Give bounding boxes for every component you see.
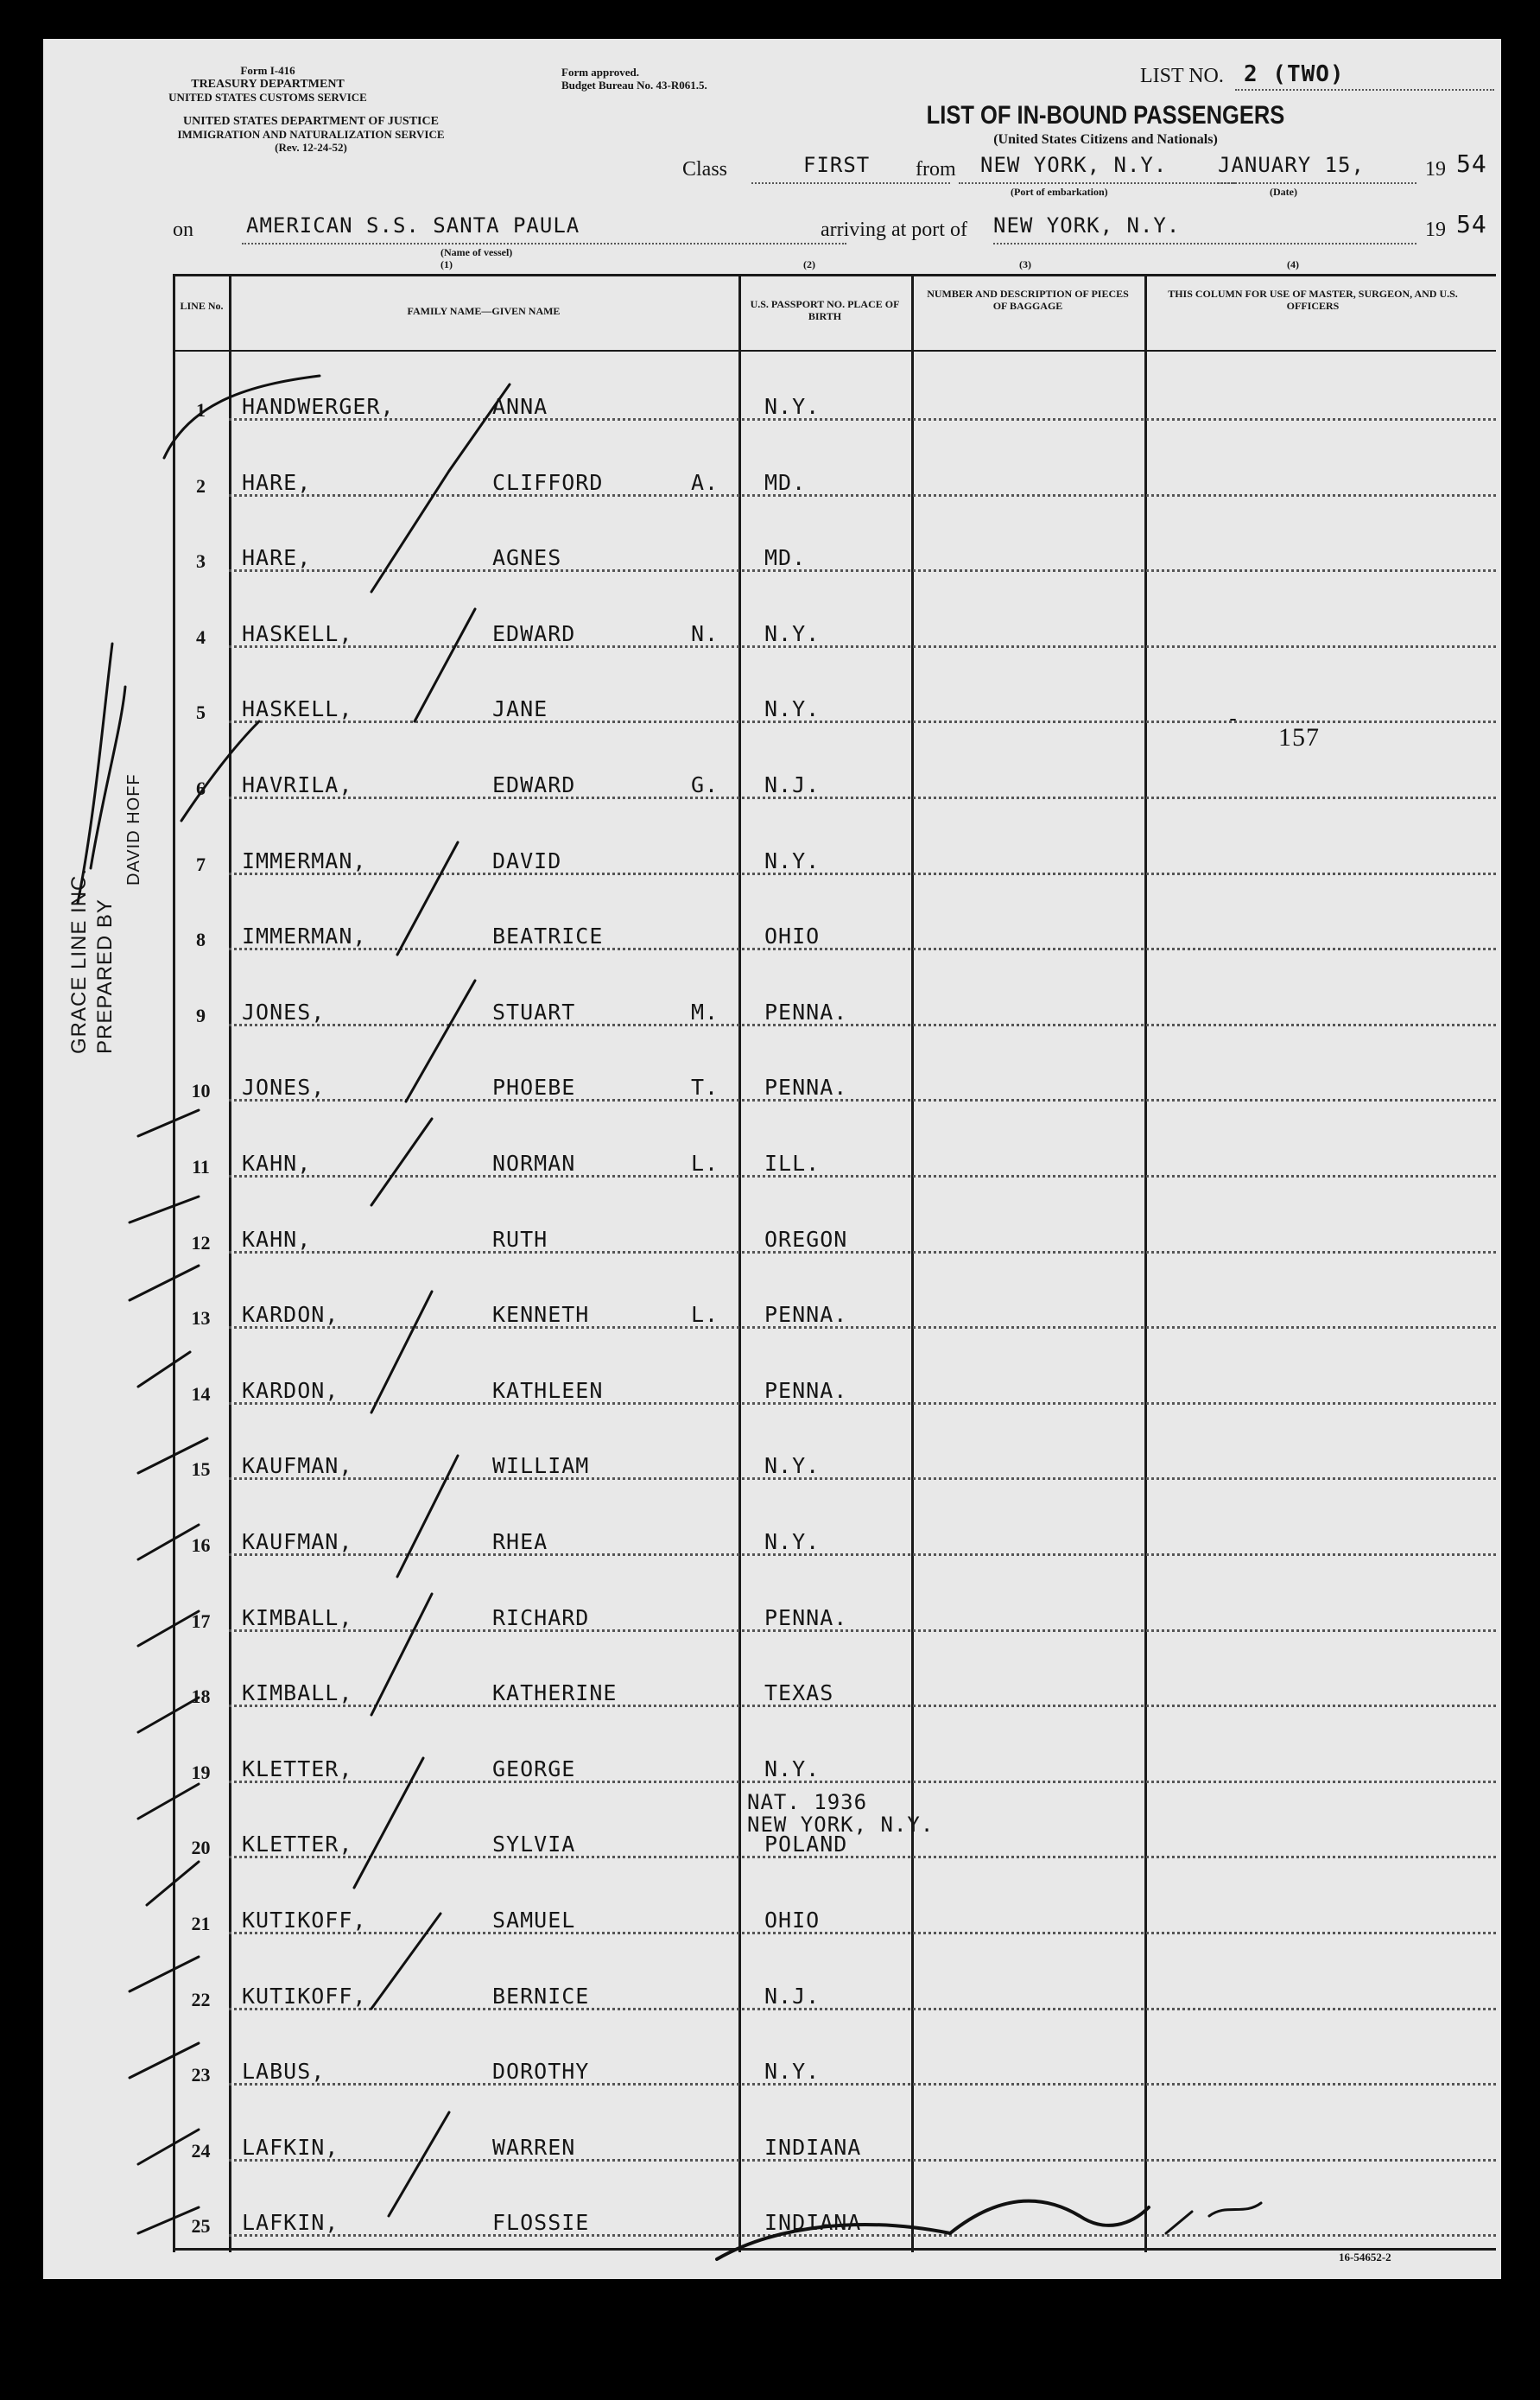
line-number: 7 <box>196 853 206 875</box>
place-of-birth: PENNA. <box>764 1302 848 1328</box>
line-number: 13 <box>191 1307 211 1330</box>
page-title: LIST OF IN-BOUND PASSENGERS <box>926 101 1285 130</box>
place-of-birth: N.Y. <box>764 848 821 873</box>
middle-initial: L. <box>691 1302 719 1328</box>
place-of-birth: ILL. <box>764 1151 821 1176</box>
family-name: IMMERMAN, <box>242 924 367 949</box>
line-number: 22 <box>191 1988 211 2010</box>
family-name: LAFKIN, <box>242 2134 339 2160</box>
line-number: 15 <box>191 1458 211 1481</box>
col-head-name: FAMILY NAME—GIVEN NAME <box>407 305 561 317</box>
line-number: 8 <box>196 929 206 951</box>
line-number: 12 <box>191 1231 211 1254</box>
naturalization-note: NAT. 1936 <box>747 1790 868 1815</box>
justice-dept: UNITED STATES DEPARTMENT OF JUSTICE <box>183 115 439 128</box>
line-number: 19 <box>191 1761 211 1783</box>
date-caption: (Date) <box>1270 186 1297 198</box>
side-stamp-line2: PREPARED BY <box>93 898 117 1054</box>
annotation-number: 157 <box>1278 723 1320 752</box>
list-no-value: 2 (TWO) <box>1244 61 1345 87</box>
col-head-line: LINE No. <box>180 300 224 312</box>
middle-initial: G. <box>691 772 719 797</box>
family-name: KAHN, <box>242 1226 312 1252</box>
line-number: 24 <box>191 2139 211 2162</box>
from-value: NEW YORK, N.Y. <box>980 153 1168 177</box>
place-of-birth: TEXAS <box>764 1680 834 1706</box>
line-number: 6 <box>196 778 206 799</box>
family-name: KAUFMAN, <box>242 1529 353 1554</box>
given-name: BEATRICE <box>492 924 604 949</box>
given-name: DOROTHY <box>492 2059 590 2085</box>
given-name: FLOSSIE <box>492 2210 590 2236</box>
form-number: Form I-416 <box>240 64 295 77</box>
line-number: 9 <box>196 1004 206 1026</box>
family-name: LABUS, <box>242 2059 326 2085</box>
place-of-birth: PENNA. <box>764 999 848 1025</box>
family-name: JONES, <box>242 1075 326 1101</box>
year2-value: 54 <box>1456 210 1487 238</box>
place-of-birth: OREGON <box>764 1226 848 1252</box>
place-of-birth: N.Y. <box>764 696 821 722</box>
line-number: 21 <box>191 1913 211 1934</box>
given-name: STUART <box>492 999 576 1025</box>
family-name: KLETTER, <box>242 1832 353 1857</box>
place-of-birth: N.J. <box>764 772 821 797</box>
family-name: KLETTER, <box>242 1756 353 1781</box>
family-name: HAVRILA, <box>242 772 353 797</box>
family-name: LAFKIN, <box>242 2210 339 2236</box>
family-name: KAUFMAN, <box>242 1453 353 1479</box>
given-name: EDWARD <box>492 772 576 797</box>
class-value: FIRST <box>803 153 871 177</box>
form-approved: Form approved. <box>561 66 640 79</box>
family-name: HASKELL, <box>242 620 353 646</box>
family-name: KUTIKOFF, <box>242 1908 367 1933</box>
rev-date: (Rev. 12-24-52) <box>275 141 347 155</box>
side-stamp-line1: GRACE LINE INC. <box>67 867 91 1054</box>
line-number: 1 <box>196 399 206 421</box>
line-number: 18 <box>191 1686 211 1708</box>
place-of-birth: POLAND <box>764 1832 848 1857</box>
line-number: 3 <box>196 550 206 573</box>
place-of-birth: INDIANA <box>764 2210 862 2236</box>
family-name: HANDWERGER, <box>242 394 395 419</box>
given-name: GEORGE <box>492 1756 576 1781</box>
vessel-value: AMERICAN S.S. SANTA PAULA <box>246 213 580 238</box>
date-value: JANUARY 15, <box>1218 153 1365 177</box>
given-name: AGNES <box>492 545 562 571</box>
year-value: 54 <box>1456 149 1487 178</box>
place-of-birth: OHIO <box>764 924 821 949</box>
port-embark-caption: (Port of embarkation) <box>1011 186 1108 198</box>
family-name: HARE, <box>242 545 312 571</box>
col-num-3: (3) <box>1019 258 1031 270</box>
family-name: HASKELL, <box>242 696 353 722</box>
given-name: RUTH <box>492 1226 548 1252</box>
line-number: 4 <box>196 625 206 648</box>
col-num-1: (1) <box>440 258 453 270</box>
given-name: EDWARD <box>492 620 576 646</box>
year2-prefix: 19 <box>1425 219 1446 241</box>
line-number: 2 <box>196 474 206 497</box>
line-number: 5 <box>196 702 206 724</box>
family-name: IMMERMAN, <box>242 848 367 873</box>
col-head-officers: THIS COLUMN FOR USE OF MASTER, SURGEON, AND U.S. OFFICERS <box>1168 288 1458 313</box>
given-name: RHEA <box>492 1529 548 1554</box>
line-number: 25 <box>191 2215 211 2238</box>
place-of-birth: MD. <box>764 545 807 571</box>
handwritten-marks <box>43 39 1501 2279</box>
given-name: KATHLEEN <box>492 1377 604 1403</box>
budget-bureau: Budget Bureau No. 43-R061.5. <box>561 78 707 92</box>
vessel-caption: (Name of vessel) <box>440 246 513 258</box>
family-name: KUTIKOFF, <box>242 1983 367 2009</box>
place-of-birth: PENNA. <box>764 1377 848 1403</box>
arriving-label: arriving at port of <box>821 219 967 241</box>
line-number: 10 <box>191 1080 211 1102</box>
middle-initial: M. <box>691 999 719 1025</box>
place-of-birth: N.Y. <box>764 620 821 646</box>
col-head-passport: U.S. PASSPORT NO. PLACE OF BIRTH <box>750 298 900 323</box>
from-label: from <box>916 158 956 181</box>
middle-initial: A. <box>691 469 719 495</box>
given-name: PHOEBE <box>492 1075 576 1101</box>
place-of-birth: MD. <box>764 469 807 495</box>
given-name: DAVID <box>492 848 562 873</box>
place-of-birth: N.Y. <box>764 2059 821 2085</box>
form-code: 16-54652-2 <box>1339 2251 1391 2263</box>
given-name: JANE <box>492 696 548 722</box>
place-of-birth: INDIANA <box>764 2134 862 2160</box>
family-name: KARDON, <box>242 1302 339 1328</box>
given-name: SYLVIA <box>492 1832 576 1857</box>
given-name: SAMUEL <box>492 1908 576 1933</box>
given-name: KATHERINE <box>492 1680 618 1706</box>
place-of-birth: N.Y. <box>764 1529 821 1554</box>
on-label: on <box>173 219 193 241</box>
place-of-birth: PENNA. <box>764 1604 848 1630</box>
manifest-page <box>43 39 1501 2279</box>
class-label: Class <box>682 158 728 181</box>
place-of-birth: PENNA. <box>764 1075 848 1101</box>
ins-service: IMMIGRATION AND NATURALIZATION SERVICE <box>177 128 445 142</box>
place-of-birth: N.J. <box>764 1983 821 2009</box>
page-subtitle: (United States Citizens and Nationals) <box>993 132 1218 147</box>
col-num-2: (2) <box>803 258 815 270</box>
col-head-baggage: NUMBER AND DESCRIPTION OF PIECES OF BAGGAGE <box>927 288 1129 313</box>
line-number: 16 <box>191 1534 211 1556</box>
customs-service: UNITED STATES CUSTOMS SERVICE <box>168 91 367 105</box>
given-name: WARREN <box>492 2134 576 2160</box>
given-name: CLIFFORD <box>492 469 604 495</box>
place-of-birth: N.Y. <box>764 1756 821 1781</box>
place-of-birth: N.Y. <box>764 394 821 419</box>
line-number: 17 <box>191 1610 211 1632</box>
given-name: ANNA <box>492 394 548 419</box>
given-name: NORMAN <box>492 1151 576 1176</box>
place-of-birth: OHIO <box>764 1908 821 1933</box>
given-name: RICHARD <box>492 1604 590 1630</box>
middle-initial: N. <box>691 620 719 646</box>
naturalization-note: NEW YORK, N.Y. <box>747 1813 935 1838</box>
middle-initial: T. <box>691 1075 719 1101</box>
family-name: KARDON, <box>242 1377 339 1403</box>
family-name: KIMBALL, <box>242 1680 353 1706</box>
family-name: KIMBALL, <box>242 1604 353 1630</box>
list-no-label: LIST NO. <box>1140 65 1224 87</box>
family-name: JONES, <box>242 999 326 1025</box>
family-name: HARE, <box>242 469 312 495</box>
year-prefix: 19 <box>1425 158 1446 181</box>
place-of-birth: N.Y. <box>764 1453 821 1479</box>
given-name: BERNICE <box>492 1983 590 2009</box>
treasury-dept: TREASURY DEPARTMENT <box>191 77 345 91</box>
annotation-dash: - <box>1226 706 1241 731</box>
line-number: 14 <box>191 1382 211 1405</box>
given-name: KENNETH <box>492 1302 590 1328</box>
line-number: 20 <box>191 1837 211 1859</box>
line-number: 11 <box>192 1156 210 1178</box>
arrival-port: NEW YORK, N.Y. <box>993 213 1181 238</box>
side-stamp-line3: DAVID HOFF <box>124 773 143 886</box>
middle-initial: L. <box>691 1151 719 1176</box>
family-name: KAHN, <box>242 1151 312 1176</box>
line-number: 23 <box>191 2064 211 2086</box>
col-num-4: (4) <box>1287 258 1299 270</box>
given-name: WILLIAM <box>492 1453 590 1479</box>
